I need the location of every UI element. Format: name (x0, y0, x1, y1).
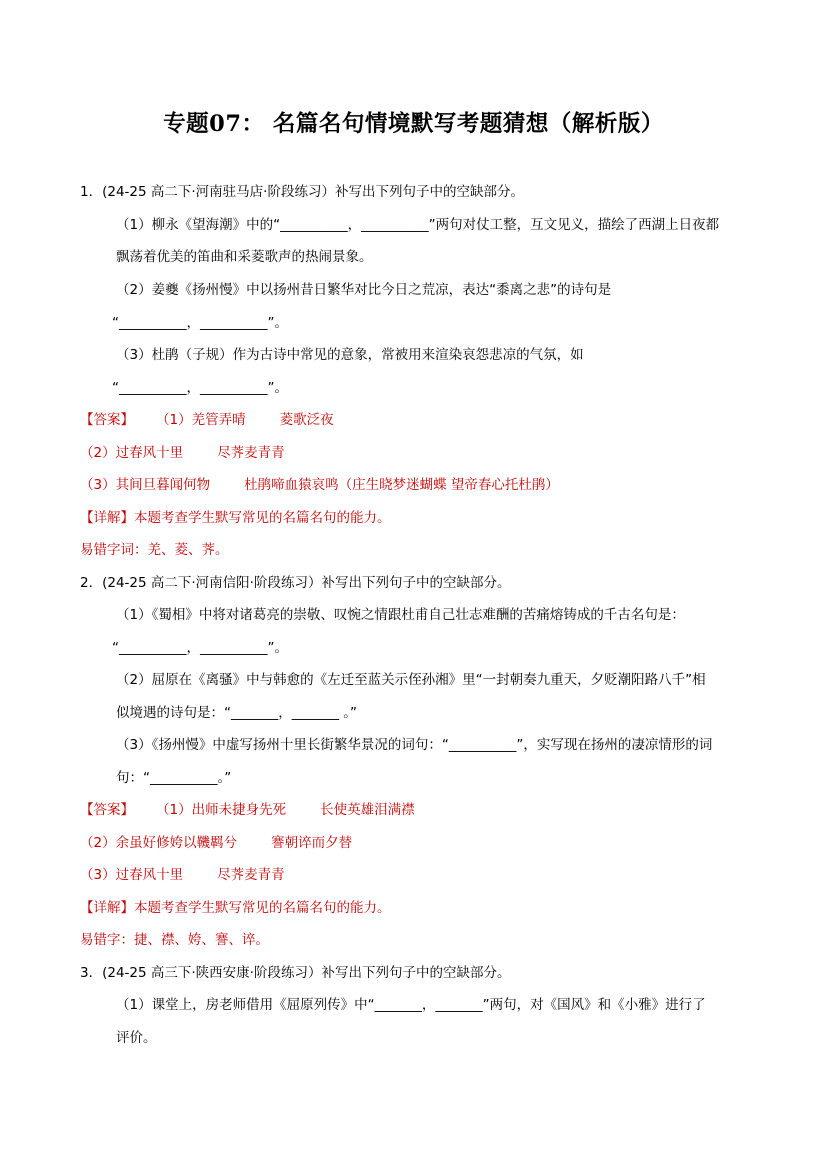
question-1-detail (80, 508, 391, 528)
answer-number: （1） (156, 802, 192, 818)
question-2-part-1-line-2: “__________，__________”。 (112, 640, 288, 656)
detail-text: 本题考查学生默写常见的名篇名句的能力。 (134, 900, 391, 916)
answer-text: 过春风十里 (115, 445, 184, 461)
answer-number: （3） (80, 867, 116, 883)
question-3-part-1-line-1: （1）课堂上，房老师借用《屈原列传》中“_______，_______”两句，对《国风》和《小雅》进行了 (116, 997, 706, 1013)
question-1-part-3-line-2: “__________，__________”。 (112, 380, 288, 396)
question-2-part-2-line-2: 似境遇的诗句是：“_______，_______ 。” (116, 705, 358, 721)
question-1-part-1-line-2: 飘荡着优美的笛曲和采菱歌声的热闹景象。 (116, 249, 373, 265)
question-1-error-chars: 易错字词：羌、菱、荠。 (80, 542, 229, 558)
question-2-detail (80, 898, 391, 918)
answer-text: 杜鹃啼血猿哀鸣（庄生晓梦迷蝴蝶 望帝春心托杜鹃） (244, 477, 559, 493)
answer-text: 余虽好修姱以鞿羁兮 (115, 835, 238, 851)
question-3-stem: 3．(24-25 高三下·陕西安康·阶段练习）补写出下列句子中的空缺部分。 (80, 965, 511, 981)
detail-label: 【详解】 (80, 900, 134, 916)
page-title: 专题07： 名篇名句情境默写考题猜想（解析版） (163, 111, 664, 137)
answer-text: 尽荠麦青青 (217, 867, 285, 883)
question-1-answer-line-2 (80, 443, 285, 463)
question-2-part-3-line-1: （3）《扬州慢》中虚写扬州十里长街繁华景况的词句：“__________”，实写现在扬州的凄凉情形的词 (116, 737, 713, 753)
answer-label: 【答案】 (80, 802, 134, 818)
question-1-answer-line-1 (80, 410, 334, 430)
question-1-part-1-line-1: （1）柳永《望海潮》中的“__________，__________”两句对仗工整，互文见义，描绘了西湖上日夜都 (116, 217, 720, 233)
answer-text: 出师未捷身先死 (191, 802, 287, 818)
answer-text: 菱歌泛夜 (279, 412, 334, 428)
question-2-part-2-line-1: （2）屈原在《离骚》中与韩愈的《左迁至蓝关示侄孙湘》里“一封朝奏九重天，夕贬潮阳路八千”相 (116, 672, 706, 688)
question-1-part-2-line-1: （2）姜夔《扬州慢》中以扬州昔日繁华对比今日之荒凉，表达“黍离之悲”的诗句是 (116, 282, 612, 298)
question-2-answer-line-3 (80, 865, 285, 885)
question-3-part-1-line-2: 评价。 (116, 1030, 157, 1046)
question-1-part-2-line-2: “__________，__________”。 (112, 315, 288, 331)
answer-text: 尽荠麦青青 (217, 445, 285, 461)
answer-text: 謇朝谇而夕替 (271, 835, 353, 851)
answer-number: （2） (80, 835, 116, 851)
detail-label: 【详解】 (80, 510, 134, 526)
question-2-error-chars: 易错字：捷、襟、姱、謇、谇。 (80, 932, 269, 948)
question-1-stem: 1．(24-25 高二下·河南驻马店·阶段练习）补写出下列句子中的空缺部分。 (80, 184, 524, 200)
question-2-answer-line-2 (80, 833, 352, 853)
answer-text: 长使英雄泪满襟 (320, 802, 415, 818)
answer-number: （3） (80, 477, 116, 493)
question-1-part-3-line-1: （3）杜鹃（子规）作为古诗中常见的意象，常被用来渲染哀怨悲凉的气氛，如 (116, 347, 584, 363)
detail-text: 本题考查学生默写常见的名篇名句的能力。 (134, 510, 391, 526)
question-1-answer-line-3 (80, 475, 559, 495)
question-2-stem: 2．(24-25 高二下·河南信阳·阶段练习）补写出下列句子中的空缺部分。 (80, 575, 511, 591)
question-2-part-3-line-2: 句：“__________。” (116, 770, 232, 786)
answer-text: 羌管弄晴 (191, 412, 246, 428)
question-2-part-1-line-1: （1）《蜀相》中将对诸葛亮的崇敬、叹惋之情跟杜甫自己壮志难酬的苦痛熔铸成的千古名句是： (116, 607, 685, 623)
answer-number: （1） (156, 412, 192, 428)
answer-text: 过春风十里 (115, 867, 184, 883)
answer-number: （2） (80, 445, 116, 461)
answer-label: 【答案】 (80, 412, 134, 428)
answer-text: 其间旦暮闻何物 (115, 477, 211, 493)
question-2-answer-line-1 (80, 800, 415, 820)
